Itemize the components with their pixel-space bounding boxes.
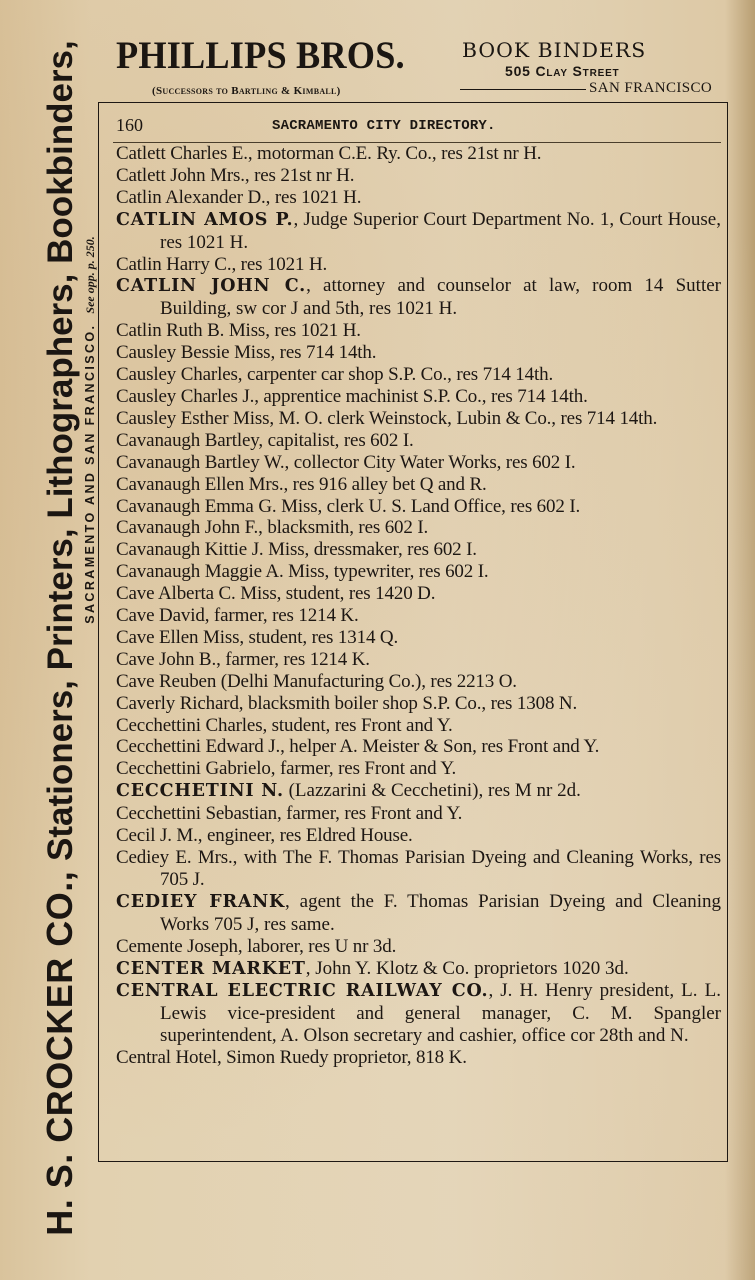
successors-note: (Successors to Bartling & Kimball) [152, 85, 341, 97]
entry-detail: (Delhi Manufacturing Co.), res 2213 O. [216, 670, 517, 692]
entry-name: Cavanaugh Kittie J. Miss [116, 539, 305, 561]
directory-entry [116, 408, 721, 430]
entry-detail: , farmer, res Front and Y. [270, 758, 457, 780]
entry-name: Cecchettini Charles [116, 714, 263, 736]
entry-name: Causley Bessie Miss [116, 342, 271, 364]
directory-entry [116, 275, 721, 320]
entry-detail: , student, res Front and Y. [262, 714, 453, 736]
directory-entry [116, 627, 721, 649]
entry-detail: , res 1021 H. [265, 320, 361, 342]
book-binders-label: BOOK BINDERS [462, 38, 647, 62]
entry-name: CATLIN AMOS P. [116, 209, 294, 230]
directory-entry [116, 342, 721, 364]
entry-name: Catlin Alexander D. [116, 186, 266, 208]
directory-entry [116, 209, 721, 254]
directory-entry [116, 386, 721, 408]
entry-detail: , res 916 alley bet Q and R. [283, 473, 487, 495]
entry-detail: , res 21st nr H. [244, 164, 355, 186]
crocker-side-subline [82, 236, 98, 624]
entry-name: Causley Charles J. [116, 385, 255, 407]
entry-name: Cecchettini Gabrielo [116, 758, 271, 780]
running-title: SACRAMENTO CITY DIRECTORY. [272, 118, 496, 134]
entry-name: Cediey E. Mrs. [116, 847, 233, 868]
directory-entry [116, 430, 721, 452]
directory-entry [116, 364, 721, 386]
entry-detail: , res 1021 H. [231, 253, 328, 275]
directory-entry [116, 693, 721, 715]
entry-detail: , typewriter, res 602 I. [324, 561, 489, 583]
directory-entry [116, 803, 721, 825]
entry-detail: , agent the F. Thomas Parisian Dyeing and Cleaning Works 705 J, res same. [160, 890, 721, 935]
entry-name: CECCHETINI N. [116, 781, 284, 802]
entry-detail: , dressmaker, res 602 I. [304, 539, 477, 561]
entry-name: Cavanaugh John F. [116, 517, 259, 539]
directory-entry [116, 958, 721, 981]
entry-detail: , blacksmith boiler shop S.P. Co., res 1308 N. [238, 692, 578, 714]
entry-name: Catlin Ruth B. Miss [116, 320, 266, 342]
entry-detail: , carpenter car shop S.P. Co., res 714 14th. [237, 364, 554, 386]
entry-detail: , motorman C.E. Ry. Co., res 21st nr H. [247, 143, 542, 164]
directory-entry [116, 758, 721, 780]
entry-detail: , helper A. Meister & Son, res Front and Y. [280, 736, 600, 758]
entry-name: Causley Esther Miss [116, 407, 270, 429]
directory-entry [116, 671, 721, 693]
directory-entry [116, 847, 721, 891]
entry-name: Catlin Harry C. [116, 253, 232, 275]
entry-name: Cavanaugh Bartley W. [116, 451, 285, 473]
entry-detail: , collector City Water Works, res 602 I. [284, 451, 576, 473]
entry-name: Causley Charles [116, 364, 238, 386]
directory-entry [116, 780, 721, 803]
directory-entry [116, 496, 721, 518]
entry-detail: , blacksmith, res 602 I. [258, 517, 429, 539]
crocker-side-ad [39, 40, 80, 1236]
entry-name: Cecchettini Sebastian [116, 803, 277, 825]
address-rule [460, 89, 586, 90]
entry-name: CENTRAL ELECTRIC RAILWAY CO. [116, 981, 489, 1002]
entry-detail: , Simon Ruedy proprietor, 818 K. [216, 1047, 467, 1069]
crocker-trades: Stationers, Printers, Lithographers, Bookbinders, [41, 40, 80, 861]
directory-entry [116, 825, 721, 847]
crocker-company-name: H. S. CROCKER CO., [39, 870, 80, 1236]
entry-detail: , student, res 1420 D. [276, 583, 436, 605]
entry-name: Cavanaugh Emma G. Miss [116, 495, 318, 517]
directory-entry [116, 936, 721, 958]
entry-detail: , M. O. clerk Weinstock, Lubin & Co., res 714 14th. [269, 407, 658, 429]
entry-name: Catlett Charles E. [116, 143, 248, 164]
entry-detail: , laborer, res U nr 3d. [237, 935, 397, 957]
directory-entry [116, 561, 721, 583]
entry-name: Cecchettini Edward J. [116, 736, 281, 758]
directory-entry [116, 891, 721, 936]
entry-detail: , clerk U. S. Land Office, res 602 I. [317, 495, 581, 517]
entry-detail: , Judge Superior Court Department No. 1, Court House, res 1021 H. [160, 208, 721, 253]
entry-detail: , student, res 1314 Q. [239, 626, 399, 648]
directory-entry [116, 517, 721, 539]
directory-entries [116, 143, 721, 1069]
entry-detail: (Lazzarini & Cecchetini), res M nr 2d. [283, 780, 581, 802]
entry-name: CATLIN JOHN C. [116, 276, 307, 297]
entry-name: Catlett John Mrs. [116, 164, 245, 186]
page-number: 160 [116, 115, 143, 135]
entry-name: Cave John B. [116, 648, 217, 670]
directory-entry [116, 649, 721, 671]
entry-name: Caverly Richard [116, 692, 239, 714]
entry-detail: , farmer, res Front and Y. [276, 803, 463, 825]
entry-name: CEDIEY FRANK [116, 891, 286, 912]
entry-detail: , engineer, res Eldred House. [197, 825, 413, 847]
directory-entry [116, 474, 721, 496]
directory-entry [116, 165, 721, 187]
entry-detail: , farmer, res 1214 K. [204, 605, 359, 627]
city-label: SAN FRANCISCO [589, 80, 713, 96]
directory-entry [116, 452, 721, 474]
entry-name: Cave Reuben [116, 670, 217, 692]
directory-entry [116, 254, 721, 276]
directory-entry [116, 605, 721, 627]
entry-name: Cave Alberta C. Miss [116, 583, 277, 605]
see-reference: See opp. p. 250. [83, 236, 97, 314]
directory-entry [116, 187, 721, 209]
entry-detail: , capitalist, res 602 I. [258, 429, 414, 451]
directory-entry [116, 736, 721, 758]
directory-entry [116, 143, 721, 165]
directory-entry [116, 1047, 721, 1069]
directory-entry [116, 539, 721, 561]
entry-detail: , apprentice machinist S.P. Co., res 714 14th. [254, 385, 588, 407]
directory-entry [116, 320, 721, 342]
entry-detail: , John Y. Klotz & Co. proprietors 1020 3d. [305, 957, 629, 979]
directory-entry [116, 583, 721, 605]
directory-entry [116, 980, 721, 1047]
entry-name: Cave Ellen Miss [116, 626, 240, 648]
phillips-bros-brand: PHILLIPS BROS. [116, 34, 405, 77]
entry-name: Cavanaugh Ellen Mrs. [116, 473, 284, 495]
entry-name: CENTER MARKET [116, 958, 306, 979]
street-address: 505 Clay Street [505, 63, 620, 79]
entry-detail: , farmer, res 1214 K. [216, 648, 370, 670]
crocker-cities: SACRAMENTO AND SAN FRANCISCO. [83, 323, 97, 624]
entry-name: Cavanaugh Bartley [116, 429, 259, 451]
entry-name: Cave David [116, 605, 205, 627]
entry-detail: , with The F. Thomas Parisian Dyeing and Cleaning Works, res 705 J. [160, 847, 721, 890]
entry-detail: , attorney and counselor at law, room 14 Sutter Building, sw cor J and 5th, res 1021 H. [160, 275, 721, 320]
entry-name: Central Hotel [116, 1047, 217, 1069]
entry-name: Cavanaugh Maggie A. Miss [116, 561, 325, 583]
entry-name: Cemente Joseph [116, 935, 238, 957]
directory-entry [116, 715, 721, 737]
entry-detail: , res 1021 H. [265, 186, 362, 208]
entry-detail: , J. H. Henry president, L. L. Lewis vice-president and general manager, C. M. Spangler superintendent, A. Olson secretary and cashier, office cor 28th and N. [160, 980, 721, 1047]
entry-name: Cecil J. M. [116, 825, 198, 847]
entry-detail: , res 714 14th. [270, 342, 377, 364]
